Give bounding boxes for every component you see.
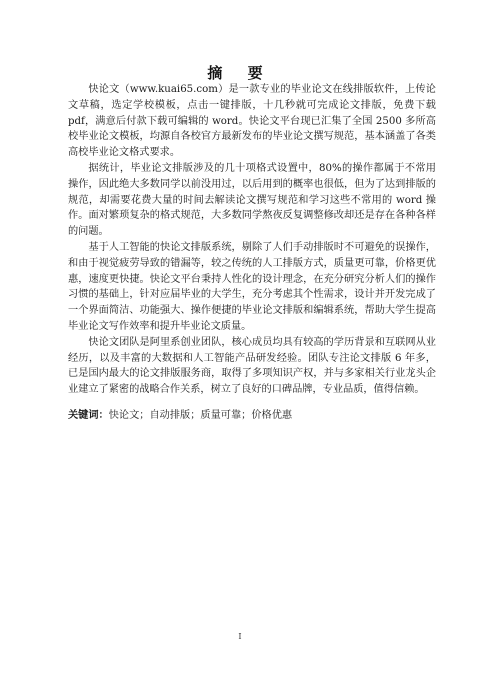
page-number: I bbox=[238, 632, 242, 641]
abstract-body bbox=[68, 82, 436, 424]
abstract-paragraph-3: 基于人工智能的快论文排版系统，剔除了人们手动排版时不可避免的误操作，和由于视觉疲劳导致的错漏等，较之传统的人工排版方式，质量更可靠，价格更优惠，速度更快捷。快论文平台秉持人性化的设计理念，在充分研究分析人们的操作习惯的基础上，针对应届毕业的大学生，充分考虑其个性需求，设计并开发完成了一个界面简洁、功能强大、操作便捷的毕业论文排版和编辑系统，帮助大学生提高毕业论文写作效率和提升毕业论文质量。 bbox=[68, 241, 436, 332]
keywords-line bbox=[68, 408, 436, 424]
keywords-list: 快论文；自动排版；质量可靠；价格优惠 bbox=[108, 409, 293, 421]
abstract-paragraph-2: 据统计，毕业论文排版涉及的几十项格式设置中，80%的操作都属于不常用操作，因此绝大多数同学以前没用过，以后用到的概率也很低，但为了达到排版的规范，却需要花费大量的时间去解读论文撰写规范和学习这些不常用的 word 操作。面对繁琐复杂的格式规范，大多数同学熬夜反复调整修改却还是存在各种各样的问题。 bbox=[68, 162, 436, 238]
abstract-paragraph-1: 快论文（www.kuai65.com）是一款专业的毕业论文在线排版软件，上传论文草稿，选定学校模板，点击一键排版，十几秒就可完成论文排版，免费下载 pdf，满意后付款下载可编辑的 word。快论文平台现已汇集了全国 2500 多所高校毕业论文模板，均源自各校官方最新发布的毕业论文撰写规范，基本涵盖了各类高校毕业论文格式要求。 bbox=[68, 84, 436, 159]
abstract-paragraph-4: 快论文团队是阿里系创业团队，核心成员均具有较高的学历背景和互联网从业经历，以及丰富的大数据和人工智能产品研发经验。团队专注论文排版 6 年多，已是国内最大的论文排版服务商，取得了多项知识产权，并与多家相关行业龙头企业建立了紧密的战略合作关系，树立了良好的口碑品牌，专业品质，值得信赖。 bbox=[68, 336, 436, 396]
abstract-title: 摘 要 bbox=[207, 64, 273, 82]
keywords-label: 关键词： bbox=[68, 409, 109, 421]
